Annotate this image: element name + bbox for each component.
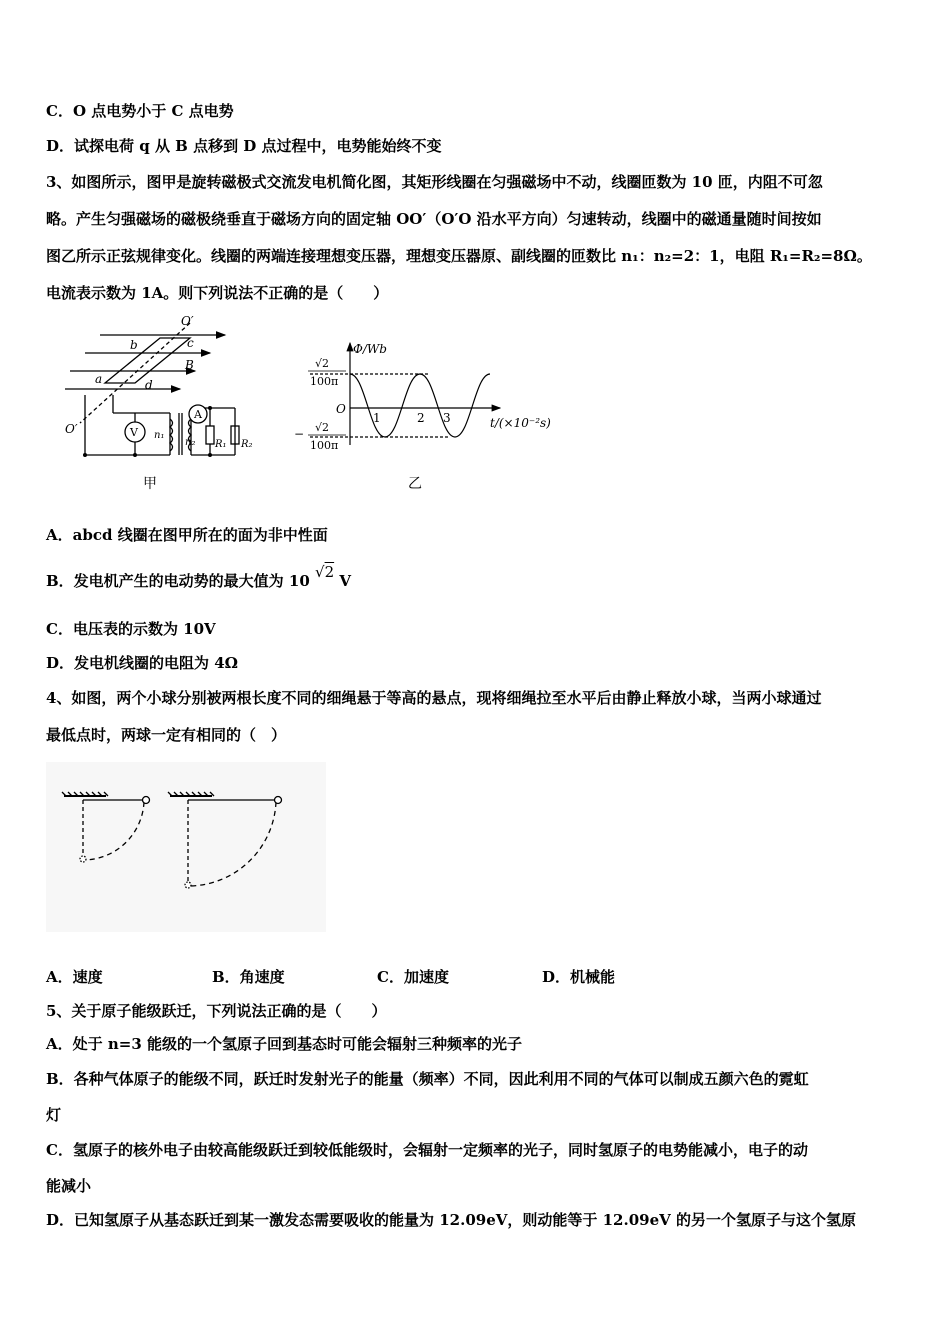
sqrt-2: √2	[315, 563, 335, 581]
q5-stem: 5、关于原子能级跃迁，下列说法正确的是（ ）	[46, 1002, 387, 1020]
ammeter-label: A	[194, 408, 202, 421]
q3-option-b-unit: V	[339, 572, 351, 590]
q3-option-d: D．发电机线圈的电阻为 4Ω	[46, 654, 239, 672]
q3-stem-line2: 略。产生匀强磁场的磁极绕垂直于磁场方向的固定轴 OO′（O′O 沿水平方向）匀速转动，线圈中的磁通量随时间按如	[46, 210, 822, 228]
q5-option-b-line2: 灯	[46, 1106, 62, 1124]
label-a: a	[95, 372, 103, 386]
short-ball	[143, 797, 150, 804]
label-field-b: B	[185, 358, 194, 372]
voltmeter-label: V	[130, 426, 138, 439]
label-n1: n₁	[154, 430, 165, 441]
figure-pendulums	[46, 762, 326, 932]
q4-stem-line1: 4、如图，两个小球分别被两根长度不同的细绳悬于等高的悬点，现将细绳拉至水平后由静止释放小球，当两小球通过	[46, 689, 822, 707]
q3-option-b-text: B．发电机产生的电动势的最大值为 10	[46, 572, 310, 590]
q5-option-d: D．已知氢原子从基态跃迁到某一激发态需要吸收的能量为 12.09eV，则动能等于 12.09eV 的另一个氢原子与这个氢原	[46, 1211, 856, 1229]
q4-option-c: C．加速度	[377, 968, 449, 986]
bottom-denominator: 100π	[310, 439, 339, 452]
q3-stem-line3: 图乙所示正弦规律变化。线圈的两端连接理想变压器，理想变压器原、副线圈的匝数比 n₁：n₂=2：1，电阻 R₁=R₂=8Ω。	[46, 247, 872, 265]
label-o-prime-top: O′	[181, 314, 194, 328]
top-denominator: 100π	[310, 375, 339, 388]
long-ball	[275, 797, 282, 804]
x-axis-label: t/(×10⁻²s)	[490, 416, 551, 430]
q5-option-c-line1: C．氢原子的核外电子由较高能级跃迁到较低能级时，会辐射一定频率的光子，同时氢原子的电势能减小，电子的动	[46, 1141, 808, 1159]
q4-option-d: D．机械能	[542, 968, 616, 986]
bottom-numerator: √2	[315, 421, 330, 434]
tick-3: 3	[443, 411, 451, 425]
label-c: c	[187, 336, 194, 350]
q2-option-d: D．试探电荷 q 从 B 点移到 D 点过程中，电势能始终不变	[46, 137, 442, 155]
label-r1: R₁	[215, 439, 227, 450]
q5-option-b-line1: B．各种气体原子的能级不同，跃迁时发射光子的能量（频率）不同，因此利用不同的气体可以制成五颜六色的霓虹	[46, 1070, 809, 1088]
bottom-sign: −	[294, 427, 305, 441]
label-o-prime-bottom: O′	[65, 422, 78, 436]
q5-option-a: A．处于 n=3 能级的一个氢原子回到基态时可能会辐射三种频率的光子	[46, 1035, 522, 1053]
label-n2: n₂	[185, 437, 196, 448]
label-r2: R₂	[241, 439, 253, 450]
q4-stem-line2: 最低点时，两球一定有相同的（ ）	[46, 726, 287, 744]
q3-option-a: A．abcd 线圈在图甲所在的面为非中性面	[46, 526, 328, 544]
label-d: d	[145, 378, 153, 392]
flux-sine-curve	[350, 374, 490, 437]
label-b: b	[130, 338, 138, 352]
tick-2: 2	[417, 411, 425, 425]
figure-yi-flux-graph	[290, 335, 580, 495]
tick-1: 1	[373, 411, 381, 425]
q3-stem-line1: 3、如图所示，图甲是旋转磁极式交流发电机简化图，其矩形线圈在匀强磁场中不动，线圈匝数为 10 匝，内阻不可忽	[46, 173, 823, 191]
q4-option-b: B．角速度	[212, 968, 285, 986]
q4-option-a: A．速度	[46, 968, 103, 986]
top-numerator: √2	[315, 357, 330, 370]
y-axis-label: Φ/Wb	[353, 342, 387, 356]
q4-options	[46, 966, 906, 988]
origin-label: O	[336, 402, 346, 416]
q3-option-c: C．电压表的示数为 10V	[46, 620, 216, 638]
q5-option-c-line2: 能减小	[46, 1177, 92, 1195]
figure-yi-caption: 乙	[408, 476, 422, 492]
figure-jia-generator-circuit	[55, 313, 285, 498]
q2-option-c: C．O 点电势小于 C 点电势	[46, 102, 234, 120]
q3-stem-line4: 电流表示数为 1A。则下列说法不正确的是（ ）	[46, 284, 389, 302]
figure-jia-caption: 甲	[143, 476, 157, 492]
q3-option-b	[46, 563, 351, 591]
